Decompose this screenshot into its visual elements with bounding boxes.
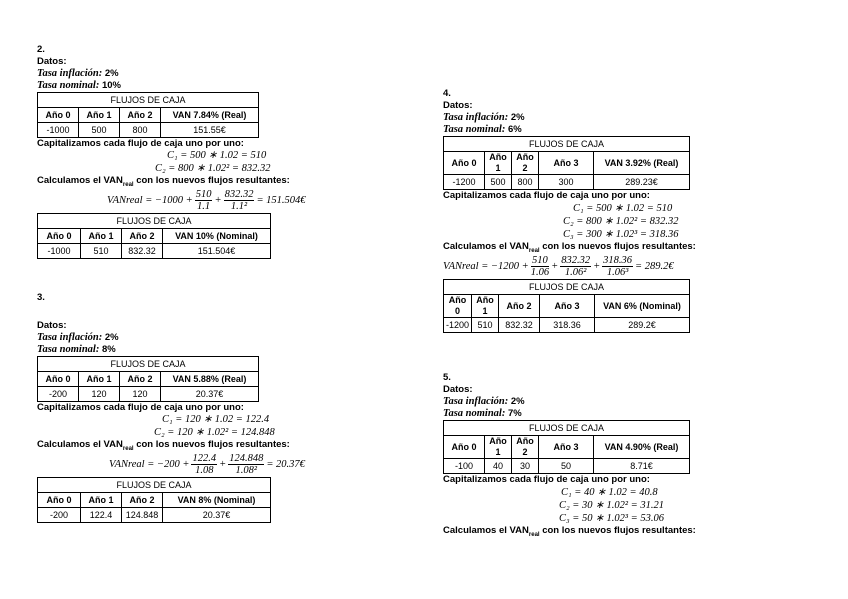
table-header: Año 0 [38, 493, 81, 508]
equation-c2: C₂ = 30 ∗ 1.02² = 31.21 [559, 500, 665, 511]
cash-flow-table-real [443, 420, 690, 474]
table-header: Año 1 [81, 229, 122, 244]
fraction: $\frac{510}{1.06}$ [530, 254, 550, 278]
table-header: Año 2 [120, 372, 161, 387]
table-cell: 832.32 [499, 318, 540, 333]
table-header: VAN 4.90% (Real) [594, 436, 690, 459]
equation-c1: C₁ = 500 ∗ 1.02 = 510 [167, 150, 267, 161]
nominal-line: Tasa nominal: 8% [37, 344, 116, 355]
nominal-line: Tasa nominal: 10% [37, 80, 121, 91]
datos-label: Datos: [443, 100, 473, 111]
inflation-line: Tasa inflación: 2% [37, 68, 119, 79]
table-cell: 318.36 [540, 318, 595, 333]
table-title: FLUJOS DE CAJA [444, 137, 690, 152]
equation-c2: C₂ = 800 ∗ 1.02² = 832.32 [155, 163, 271, 174]
table-cell: -1200 [444, 175, 485, 190]
fraction: $\frac{832.32}{\text{1.1²}}$ [224, 188, 254, 212]
table-header: Año 1 [472, 295, 499, 318]
table-cell: 120 [79, 387, 120, 402]
table-title: FLUJOS DE CAJA [444, 280, 690, 295]
table-cell: -1200 [444, 318, 472, 333]
table-header: VAN 3.92% (Real) [594, 152, 690, 175]
table-cell: 124.848 [122, 508, 163, 523]
table-header: VAN 6% (Nominal) [595, 295, 690, 318]
table-cell: -100 [444, 459, 485, 474]
table-header: Año 2 [120, 108, 161, 123]
table-cell: -200 [38, 508, 81, 523]
table-header: Año 3 [539, 152, 594, 175]
table-cell: 151.504€ [163, 244, 271, 259]
table-cell: 300 [539, 175, 594, 190]
table-header: Año 0 [38, 108, 79, 123]
inflation-line: Tasa inflación: 2% [443, 112, 525, 123]
calc-text: Calculamos el $VAN_{real}$ con los nuevos flujos resultantes: [37, 439, 290, 452]
table-header: VAN 5.88% (Real) [161, 372, 259, 387]
table-header: Año 1 [79, 108, 120, 123]
table-cell: 151.55€ [161, 123, 259, 138]
table-header: Año 0 [38, 229, 81, 244]
cash-flow-table-nominal [443, 279, 690, 333]
table-cell: 500 [79, 123, 120, 138]
table-header: Año 0 [444, 436, 485, 459]
equation-c3: C₃ = 300 ∗ 1.02³ = 318.36 [563, 229, 679, 240]
cash-flow-table-nominal [37, 213, 271, 259]
problem-number: 2. [37, 44, 45, 55]
nominal-line: Tasa nominal: 7% [443, 408, 522, 419]
table-header: Año 2 [512, 436, 539, 459]
table-header: Año 1 [485, 436, 512, 459]
cash-flow-table-real [37, 356, 259, 402]
table-header: Año 0 [444, 152, 485, 175]
table-cell: 289.2€ [595, 318, 690, 333]
table-cell: 20.37€ [163, 508, 271, 523]
table-title: FLUJOS DE CAJA [38, 214, 271, 229]
table-header: Año 3 [540, 295, 595, 318]
problem-number: 5. [443, 372, 451, 383]
table-cell: 800 [512, 175, 539, 190]
table-cell: 289.23€ [594, 175, 690, 190]
table-cell: 50 [539, 459, 594, 474]
fraction: $\frac{124.848}{\text{1.08²}}$ [229, 452, 264, 476]
datos-label: Datos: [37, 56, 67, 67]
fraction: $\frac{510}{1.1}$ [195, 188, 212, 212]
equation-c3: C₃ = 50 ∗ 1.02³ = 53.06 [559, 513, 665, 524]
calc-text: Calculamos el $VAN_{real}$ con los nuevos flujos resultantes: [37, 175, 290, 188]
table-cell: 120 [120, 387, 161, 402]
table-title: FLUJOS DE CAJA [444, 421, 690, 436]
problem-4 [443, 88, 733, 333]
table-cell: 20.37€ [161, 387, 259, 402]
capitalize-text: Capitalizamos cada flujo de caja uno por uno: [443, 474, 650, 485]
table-cell: -200 [38, 387, 79, 402]
equation-c1: C₁ = 120 ∗ 1.02 = 122.4 [162, 414, 270, 425]
cash-flow-table-real [443, 136, 690, 190]
calc-text: Calculamos el $VAN_{real}$ con los nuevos flujos resultantes: [443, 241, 696, 254]
table-header: Año 3 [539, 436, 594, 459]
table-cell: 510 [472, 318, 499, 333]
table-cell: 30 [512, 459, 539, 474]
problem-2 [37, 44, 337, 259]
table-header: Año 0 [444, 295, 472, 318]
van-equation: VANreal = −1200 + $\frac{510}{1.06}$ + $\frac{832.32}{\text{1.06²}}$ + $\frac{318.36}{\text{1.06³}}$ = 289.2€ [443, 254, 674, 278]
table-header: Año 1 [81, 493, 122, 508]
table-header: Año 2 [499, 295, 540, 318]
van-equation: VANreal = −1000 + $\frac{510}{1.1}$ + $\frac{832.32}{\text{1.1²}}$ = 151.504€ [107, 188, 306, 212]
table-cell: 832.32 [122, 244, 163, 259]
capitalize-text: Capitalizamos cada flujo de caja uno por uno: [37, 138, 244, 149]
table-header: VAN 10% (Nominal) [163, 229, 271, 244]
table-header: VAN 7.84% (Real) [161, 108, 259, 123]
nominal-line: Tasa nominal: 6% [443, 124, 522, 135]
cash-flow-table-real [37, 92, 259, 138]
inflation-line: Tasa inflación: 2% [443, 396, 525, 407]
van-equation: VANreal = −200 + $\frac{122.4}{1.08}$ + $\frac{124.848}{\text{1.08²}}$ = 20.37€ [109, 452, 305, 476]
table-title: FLUJOS DE CAJA [38, 357, 259, 372]
table-cell: -1000 [38, 244, 81, 259]
table-title: FLUJOS DE CAJA [38, 93, 259, 108]
table-cell: 500 [485, 175, 512, 190]
table-cell: 40 [485, 459, 512, 474]
table-header: Año 0 [38, 372, 79, 387]
calc-text: Calculamos el $VAN_{real}$ con los nuevos flujos resultantes: [443, 525, 696, 538]
table-header: VAN 8% (Nominal) [163, 493, 271, 508]
table-title: FLUJOS DE CAJA [38, 478, 271, 493]
fraction: $\frac{318.36}{\text{1.06³}}$ [603, 254, 633, 278]
table-cell: -1000 [38, 123, 79, 138]
table-cell: 510 [81, 244, 122, 259]
inflation-line: Tasa inflación: 2% [37, 332, 119, 343]
problem-number: 3. [37, 292, 45, 303]
table-cell: 122.4 [81, 508, 122, 523]
equation-c1: C₁ = 40 ∗ 1.02 = 40.8 [561, 487, 658, 498]
equation-c2: C₂ = 120 ∗ 1.02² = 124.848 [154, 427, 275, 438]
table-cell: 800 [120, 123, 161, 138]
capitalize-text: Capitalizamos cada flujo de caja uno por uno: [37, 402, 244, 413]
fraction: $\frac{122.4}{1.08}$ [192, 452, 217, 476]
datos-label: Datos: [37, 320, 67, 331]
datos-label: Datos: [443, 384, 473, 395]
table-header: Año 2 [512, 152, 539, 175]
table-header: Año 2 [122, 229, 163, 244]
table-header: Año 1 [485, 152, 512, 175]
cash-flow-table-nominal [37, 477, 271, 523]
capitalize-text: Capitalizamos cada flujo de caja uno por uno: [443, 190, 650, 201]
equation-c2: C₂ = 800 ∗ 1.02² = 832.32 [563, 216, 679, 227]
problem-3 [37, 292, 337, 523]
problem-number: 4. [443, 88, 451, 99]
equation-c1: C₁ = 500 ∗ 1.02 = 510 [573, 203, 673, 214]
table-header: Año 2 [122, 493, 163, 508]
table-cell: 8.71€ [594, 459, 690, 474]
problem-5 [443, 372, 733, 537]
fraction: $\frac{832.32}{\text{1.06²}}$ [561, 254, 591, 278]
table-header: Año 1 [79, 372, 120, 387]
